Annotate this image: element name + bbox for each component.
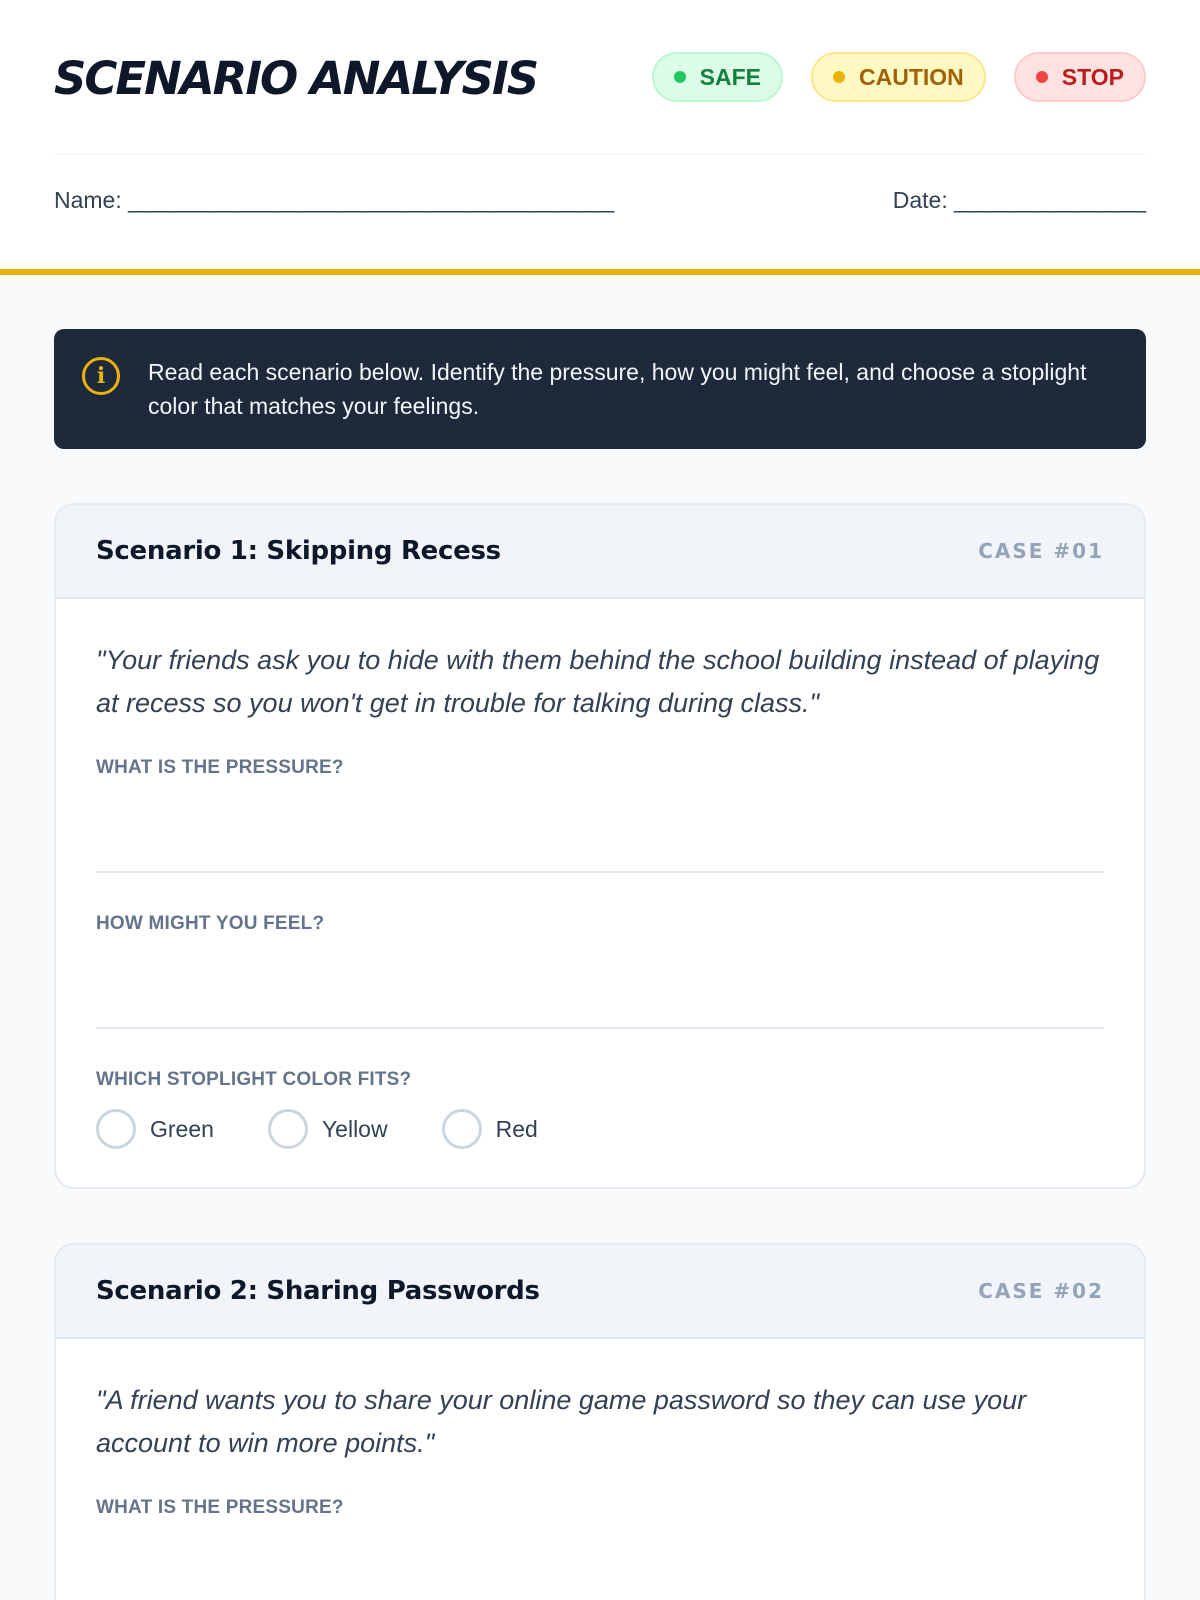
page-title: SCENARIO ANALYSIS (54, 51, 538, 105)
radio-circle-icon[interactable] (268, 1109, 308, 1149)
scenario-card-2 (54, 1243, 1146, 1600)
scenario-title: Scenario 1: Skipping Recess (96, 536, 501, 566)
caution-badge (811, 52, 986, 102)
radio-red-label: Red (495, 1115, 538, 1142)
pressure-question-label: WHAT IS THE PRESSURE? (96, 1497, 344, 1518)
scenario-card-body (56, 1339, 1144, 1600)
stop-badge (1014, 52, 1146, 102)
case-number: CASE #02 (978, 1279, 1104, 1303)
pressure-question-label: WHAT IS THE PRESSURE? (96, 757, 344, 778)
name-field[interactable]: Name: ______________________________________ (54, 186, 615, 213)
scenario-quote: "A friend wants you to share your online game password so they can use your account to win more points." (96, 1385, 1027, 1458)
case-number: CASE #01 (978, 539, 1104, 563)
radio-circle-icon[interactable] (442, 1109, 482, 1149)
color-question-label: WHICH STOPLIGHT COLOR FITS? (96, 1069, 412, 1090)
pressure-answer-field[interactable] (96, 779, 1104, 873)
stoplight-radio-group (96, 1109, 1104, 1149)
radio-green-label: Green (150, 1115, 214, 1142)
scenario-card-header (56, 1245, 1144, 1339)
date-field[interactable]: Date: _______________ (892, 186, 1146, 213)
radio-circle-icon[interactable] (96, 1109, 136, 1149)
worksheet-main (0, 275, 1200, 1600)
radio-yellow-label: Yellow (321, 1115, 388, 1142)
scenario-card-header (56, 505, 1144, 599)
feel-question-label: HOW MIGHT YOU FEEL? (96, 913, 325, 934)
info-icon: i (82, 357, 120, 395)
stop-badge-label: STOP (1061, 63, 1124, 90)
scenario-card-body (56, 599, 1144, 1187)
scenario-card-1 (54, 503, 1146, 1189)
worksheet-header (0, 0, 1200, 275)
name-date-row (54, 155, 1146, 245)
yellow-dot-icon (833, 71, 845, 83)
green-dot-icon (674, 71, 686, 83)
pressure-answer-field[interactable] (96, 1519, 1104, 1600)
instructions-text: Read each scenario below. Identify the pressure, how you might feel, and choose a stoplight color that matches your feelings. (148, 359, 1087, 419)
instructions-box (54, 329, 1146, 449)
feel-answer-field[interactable] (96, 935, 1104, 1029)
radio-yellow[interactable] (268, 1109, 388, 1149)
title-row (54, 0, 1146, 155)
red-dot-icon (1036, 71, 1048, 83)
scenario-title: Scenario 2: Sharing Passwords (96, 1276, 540, 1306)
caution-badge-label: CAUTION (859, 63, 964, 90)
legend-badges (624, 52, 1146, 102)
radio-green[interactable] (96, 1109, 214, 1149)
safe-badge (652, 52, 783, 102)
radio-red[interactable] (442, 1109, 538, 1149)
safe-badge-label: SAFE (699, 63, 761, 90)
scenario-quote: "Your friends ask you to hide with them behind the school building instead of playing at recess so you won't get in trouble for talking during class." (96, 645, 1100, 718)
